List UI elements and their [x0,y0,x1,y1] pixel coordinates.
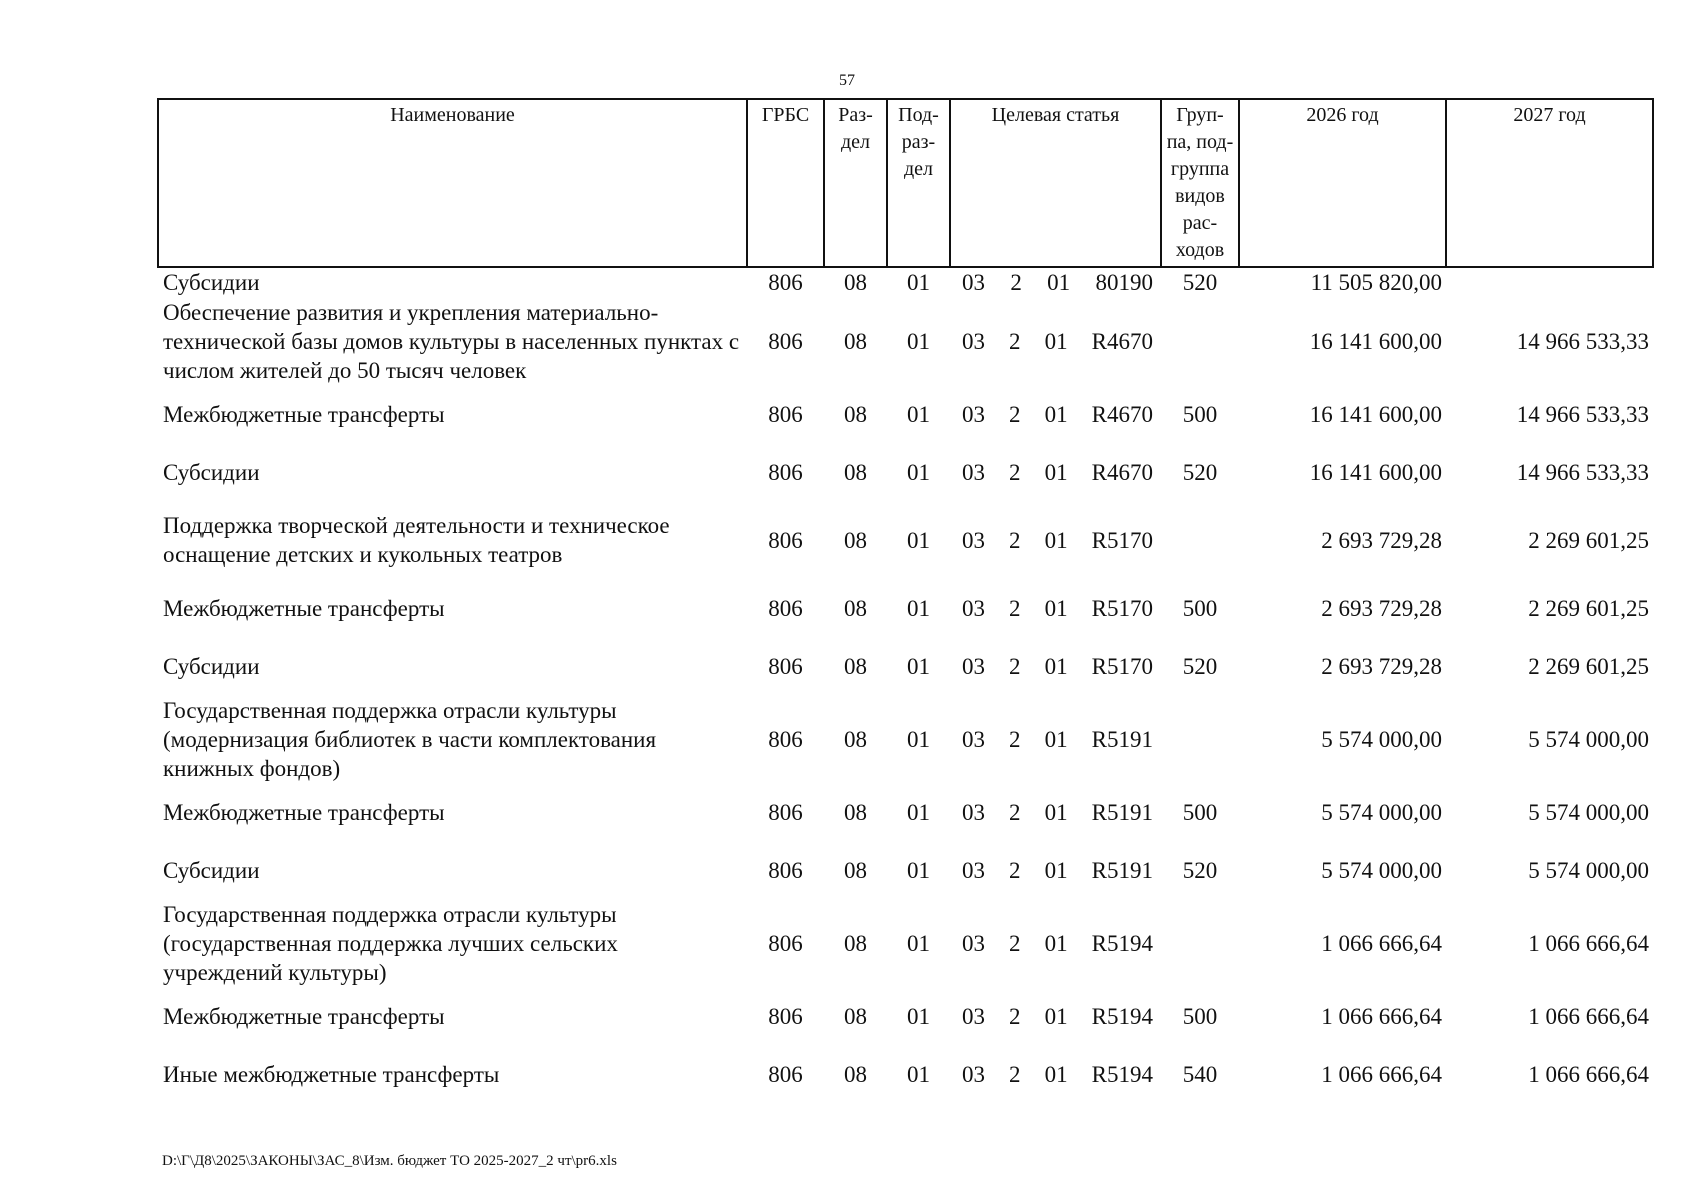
row-amount-2027: 2 269 601,25 [1528,527,1649,553]
row-name: Субсидии [163,270,260,295]
row-razdel: 08 [844,857,867,883]
target-article-part-2: 2 [1009,459,1021,485]
budget-table [157,98,1654,1103]
target-article-part-2: 2 [1009,1003,1021,1029]
row-name: Обеспечение развития и укрепления материально-технической базы домов культуры в населенных пунктах с числом жителей до 50 тысяч человек [163,299,740,383]
target-article-part-2: 2 [1009,328,1021,354]
row-podrazdel: 01 [907,726,930,752]
target-article-part-2: 2 [1009,401,1021,427]
row-razdel: 08 [844,1003,867,1029]
row-name: Иные межбюджетные трансферты [163,1061,500,1087]
row-amount-2027: 1 066 666,64 [1528,930,1649,956]
row-target-article [950,579,1161,637]
row-name: Субсидии [163,653,260,679]
row-target-article [950,637,1161,695]
target-article-part-3: 01 [1044,459,1068,485]
row-amount-2027: 5 574 000,00 [1528,726,1649,752]
row-target-article [950,783,1161,841]
row-amount-2027: 14 966 533,33 [1516,328,1649,354]
target-article-part-4: R5170 [1091,653,1153,679]
target-article-part-2: 2 [1009,595,1021,621]
target-article-part-1: 03 [962,459,985,485]
target-article-part-4: R4670 [1091,401,1153,427]
row-razdel: 08 [844,328,867,354]
target-article-part-2: 2 [1010,270,1022,295]
target-article-part-3: 01 [1044,527,1068,553]
row-razdel: 08 [844,270,867,295]
target-article-part-3: 01 [1044,401,1068,427]
row-expense-group: 520 [1182,459,1218,485]
footer-file-path: D:\Г\Д8\2025\ЗАКОНЫ\ЗАС_8\Изм. бюджет ТО 2025-2027_2 чт\pr6.xls [162,1153,617,1169]
target-article-part-4: R5170 [1091,595,1153,621]
target-article-part-4: R5170 [1091,527,1153,553]
row-razdel: 08 [844,401,867,427]
row-podrazdel: 01 [907,857,930,883]
row-expense-group: 500 [1182,401,1218,427]
table-row [158,841,1653,899]
header-year-2027: 2027 год [1446,99,1653,267]
row-amount-2026: 16 141 600,00 [1309,328,1442,354]
target-article-part-3: 01 [1044,799,1068,825]
header-name: Наименование [158,99,747,267]
target-article-part-4: 80190 [1095,270,1153,295]
row-amount-2027: 5 574 000,00 [1528,799,1649,825]
row-amount-2027: 14 966 533,33 [1516,459,1649,485]
target-article-part-4: R5194 [1091,1003,1153,1029]
row-grbs: 806 [768,401,803,427]
row-target-article [950,385,1161,443]
table-row [158,783,1653,841]
target-article-part-4: R4670 [1091,328,1153,354]
target-article-part-1: 03 [962,527,985,553]
row-name: Межбюджетные трансферты [163,799,445,825]
target-article-part-2: 2 [1009,527,1021,553]
target-article-part-1: 03 [962,270,985,295]
target-article-part-1: 03 [962,799,985,825]
row-razdel: 08 [844,726,867,752]
header-podrazdel: Под- раз- дел [887,99,950,267]
row-podrazdel: 01 [907,595,930,621]
row-name: Государственная поддержка отрасли культуры (модернизация библиотек в части комплектования книжных фондов) [163,697,657,781]
row-expense-group: 520 [1182,270,1218,295]
table-row [158,297,1653,385]
row-amount-2026: 1 066 666,64 [1321,1003,1442,1029]
target-article-part-2: 2 [1009,857,1021,883]
target-article-part-3: 01 [1044,1003,1068,1029]
row-podrazdel: 01 [907,270,930,295]
row-amount-2026: 2 693 729,28 [1321,653,1442,679]
row-target-article [950,899,1161,987]
budget-table-container [157,98,1652,1103]
row-razdel: 08 [844,930,867,956]
row-podrazdel: 01 [907,653,930,679]
row-podrazdel: 01 [907,328,930,354]
row-podrazdel: 01 [907,459,930,485]
target-article-part-2: 2 [1009,799,1021,825]
row-grbs: 806 [768,595,803,621]
target-article-part-3: 01 [1044,726,1068,752]
row-amount-2026: 1 066 666,64 [1321,1061,1442,1087]
target-article-part-4: R4670 [1091,459,1153,485]
table-row [158,899,1653,987]
row-amount-2026: 2 693 729,28 [1321,527,1442,553]
row-razdel: 08 [844,799,867,825]
row-target-article [950,695,1161,783]
target-article-part-3: 01 [1044,857,1068,883]
target-article-part-2: 2 [1009,930,1021,956]
row-expense-group: 500 [1182,799,1218,825]
row-grbs: 806 [768,857,803,883]
table-header [158,99,1653,267]
target-article-part-3: 01 [1044,653,1068,679]
header-expense-group: Груп- па, под- группа видов рас- ходов [1161,99,1239,267]
target-article-part-3: 01 [1044,930,1068,956]
row-grbs: 806 [768,328,803,354]
target-article-part-4: R5191 [1091,726,1153,752]
target-article-part-1: 03 [962,930,985,956]
table-row [158,695,1653,783]
row-expense-group: 540 [1182,1061,1218,1087]
row-expense-group [1161,695,1239,783]
row-amount-2026: 1 066 666,64 [1321,930,1442,956]
target-article-part-3: 01 [1044,1061,1068,1087]
row-amount-2027: 1 066 666,64 [1528,1003,1649,1029]
row-amount-2026: 11 505 820,00 [1310,270,1442,295]
target-article-part-1: 03 [962,1061,985,1087]
row-target-article [950,443,1161,501]
target-article-part-3: 01 [1047,270,1071,295]
header-target-article: Целевая статья [950,99,1161,267]
target-article-part-1: 03 [962,401,985,427]
row-amount-2027: 2 269 601,25 [1528,595,1649,621]
row-target-article [950,987,1161,1045]
row-podrazdel: 01 [907,799,930,825]
row-amount-2027 [1446,267,1653,297]
target-article-part-4: R5194 [1091,930,1153,956]
row-target-article [950,841,1161,899]
row-name: Межбюджетные трансферты [163,595,445,621]
row-expense-group: 500 [1182,595,1218,621]
target-article-part-1: 03 [962,595,985,621]
row-name: Межбюджетные трансферты [163,401,445,427]
row-amount-2026: 5 574 000,00 [1321,726,1442,752]
row-expense-group [1161,297,1239,385]
row-amount-2027: 2 269 601,25 [1528,653,1649,679]
row-grbs: 806 [768,1061,803,1087]
row-razdel: 08 [844,653,867,679]
table-row [158,987,1653,1045]
row-podrazdel: 01 [907,1003,930,1029]
target-article-part-1: 03 [962,857,985,883]
row-amount-2027: 5 574 000,00 [1528,857,1649,883]
row-amount-2027: 14 966 533,33 [1516,401,1649,427]
table-body [158,267,1653,1103]
table-row [158,267,1653,297]
target-article-part-4: R5194 [1091,1061,1153,1087]
row-grbs: 806 [768,527,803,553]
table-row [158,443,1653,501]
target-article-part-2: 2 [1009,1061,1021,1087]
table-row [158,385,1653,443]
row-target-article [950,297,1161,385]
target-article-part-3: 01 [1044,328,1068,354]
row-amount-2027: 1 066 666,64 [1528,1061,1649,1087]
row-grbs: 806 [768,930,803,956]
row-razdel: 08 [844,459,867,485]
row-target-article [950,1045,1161,1103]
row-amount-2026: 5 574 000,00 [1321,799,1442,825]
row-expense-group [1161,899,1239,987]
row-amount-2026: 16 141 600,00 [1309,401,1442,427]
target-article-part-4: R5191 [1091,857,1153,883]
row-podrazdel: 01 [907,401,930,427]
row-amount-2026: 16 141 600,00 [1309,459,1442,485]
row-grbs: 806 [768,653,803,679]
target-article-part-1: 03 [962,653,985,679]
row-expense-group: 520 [1182,653,1218,679]
table-row [158,637,1653,695]
target-article-part-1: 03 [962,328,985,354]
row-name: Межбюджетные трансферты [163,1003,445,1029]
table-row [158,579,1653,637]
header-razdel: Раз- дел [824,99,887,267]
row-expense-group: 500 [1182,1003,1218,1029]
row-amount-2026: 2 693 729,28 [1321,595,1442,621]
row-name: Субсидии [163,459,260,485]
header-grbs: ГРБС [747,99,824,267]
target-article-part-4: R5191 [1091,799,1153,825]
row-grbs: 806 [768,726,803,752]
row-expense-group [1161,501,1239,579]
target-article-part-1: 03 [962,1003,985,1029]
row-razdel: 08 [844,595,867,621]
row-amount-2026: 5 574 000,00 [1321,857,1442,883]
target-article-part-1: 03 [962,726,985,752]
table-row [158,501,1653,579]
row-name: Поддержка творческой деятельности и техническое оснащение детских и кукольных театров [163,513,670,567]
row-target-article [950,267,1161,297]
row-grbs: 806 [768,1003,803,1029]
row-target-article [950,501,1161,579]
target-article-part-3: 01 [1044,595,1068,621]
table-row [158,1045,1653,1103]
row-name: Субсидии [163,857,260,883]
row-razdel: 08 [844,1061,867,1087]
row-expense-group: 520 [1182,857,1218,883]
target-article-part-2: 2 [1009,653,1021,679]
target-article-part-2: 2 [1009,726,1021,752]
row-razdel: 08 [844,527,867,553]
row-name: Государственная поддержка отрасли культуры (государственная поддержка лучших сельских учреждений культуры) [163,901,618,985]
header-year-2026: 2026 год [1239,99,1446,267]
row-podrazdel: 01 [907,930,930,956]
row-grbs: 806 [768,459,803,485]
page-number: 57 [839,72,855,89]
row-grbs: 806 [768,270,803,295]
row-podrazdel: 01 [907,527,930,553]
row-grbs: 806 [768,799,803,825]
row-podrazdel: 01 [907,1061,930,1087]
